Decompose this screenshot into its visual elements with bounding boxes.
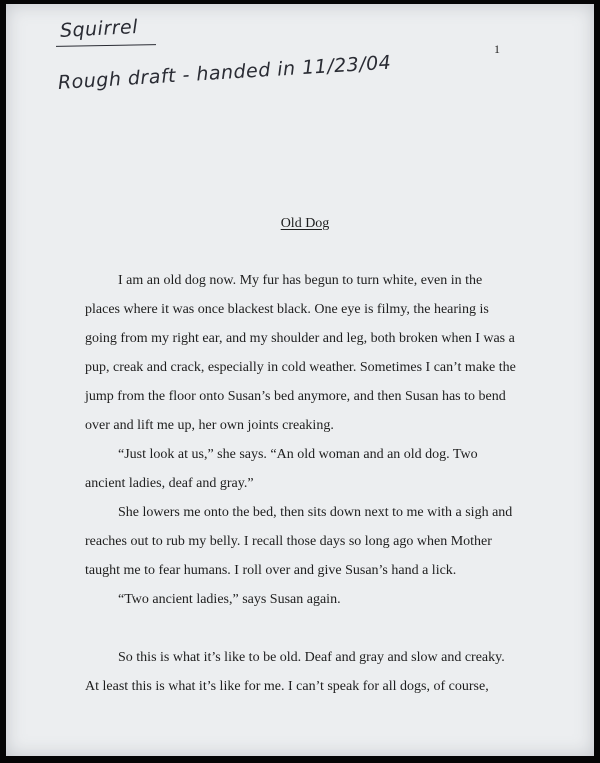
body-line: taught me to fear humans. I roll over and give Susan’s hand a lick. (85, 563, 457, 578)
body-line: ancient ladies, deaf and gray.” (85, 476, 254, 491)
document-title: Old Dog (280, 216, 330, 231)
handwritten-title: Squirrel (59, 15, 139, 42)
body-line: At least this is what it’s like for me. I can’t speak for all dogs, of course, (85, 679, 489, 694)
document-body (85, 266, 516, 701)
body-line: So this is what it’s like to be old. Deaf and gray and slow and creaky. (118, 650, 505, 665)
section-break (85, 614, 505, 643)
body-line: reaches out to rub my belly. I recall those days so long ago when Mother (85, 534, 492, 549)
body-line: I am an old dog now. My fur has begun to turn white, even in the (118, 273, 483, 288)
body-line: over and lift me up, her own joints creaking. (85, 418, 334, 433)
handwritten-note: Rough draft - handed in 11/23/04 (57, 51, 392, 94)
page-number: 1 (494, 42, 500, 56)
body-line: going from my right ear, and my shoulder and leg, both broken when I was a (85, 331, 515, 346)
document-title-row (6, 216, 594, 232)
body-line: pup, creak and crack, especially in cold weather. Sometimes I can’t make the (85, 360, 516, 375)
body-line: jump from the floor onto Susan’s bed anymore, and then Susan has to bend (85, 389, 506, 404)
body-line: “Two ancient ladies,” says Susan again. (118, 592, 341, 607)
body-line: “Just look at us,” she says. “An old woman and an old dog. Two (118, 447, 478, 462)
document-page (6, 4, 594, 756)
body-line: She lowers me onto the bed, then sits down next to me with a sigh and (118, 505, 513, 520)
handwritten-underline (56, 44, 156, 47)
body-line: places where it was once blackest black. One eye is filmy, the hearing is (85, 302, 489, 317)
